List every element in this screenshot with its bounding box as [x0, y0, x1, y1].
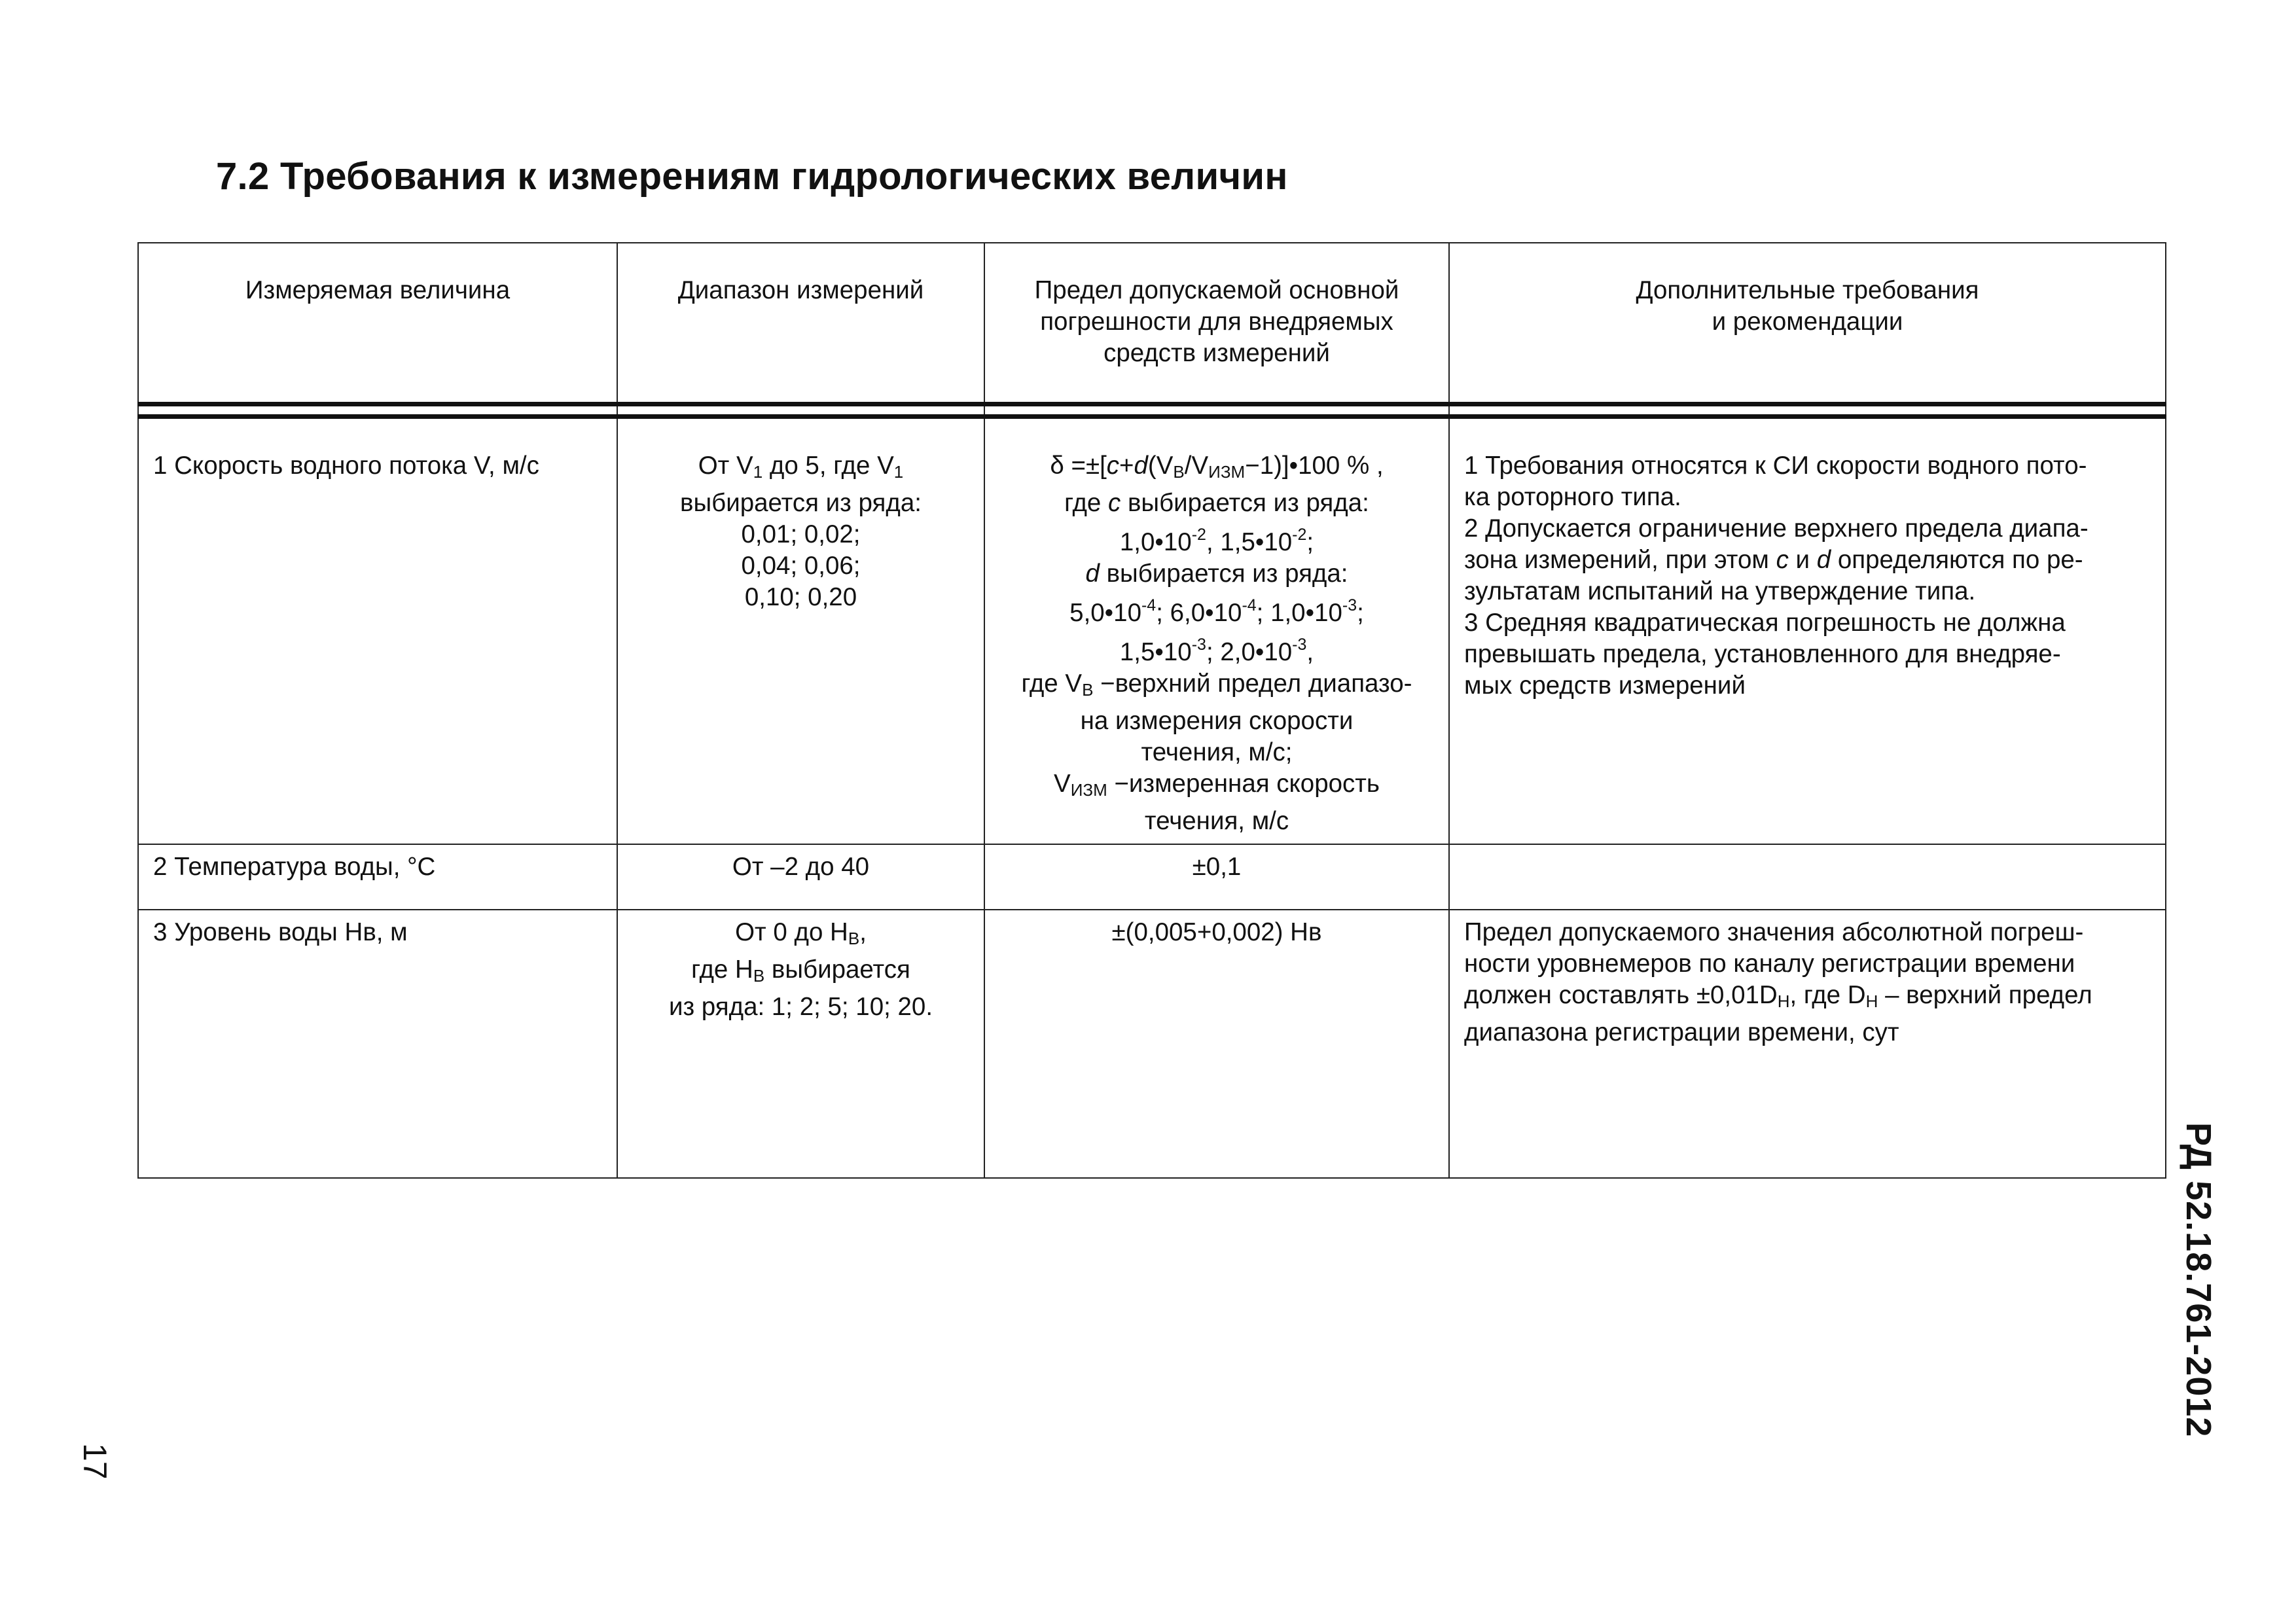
table-row — [138, 910, 2166, 1178]
row3-notes: Предел допускаемого значения абсолютной погреш- ности уровнемеров по каналу регистрации времени должен составлять $\pm 0,01D_Н$, где $D_Н$ – верхний предел диапазона регистрации времени, сут — [1449, 910, 2166, 1178]
row1-error-limit: $\delta =\pm[c+d(V_В/V_{ИЗМ}-1)]•100$ % , где c выбирается из ряда: $1,0•10^{-2}$, $1,5•10^{-2}$; d выбирается из ряда: $5,0•10^{-4}$; $6,0•10^{-4}$; $1,0•10^{-3}$; $1,5•10^{-3}$; $2,0•10^{-3}$, где $V_В$ −верхний предел диапазо- на измерения скорости течения, м/с; $V_{ИЗМ}$ −измеренная скорость течения, м/с — [984, 417, 1449, 845]
velocity-error-formula: $\delta =\pm[c+d(V_В/V_{ИЗМ}-1)]•100$ % , — [1050, 452, 1384, 482]
row2-range: От –2 до 40 — [617, 844, 984, 910]
table-header-row — [138, 243, 2166, 404]
header-measurement-range: Диапазон измерений — [617, 243, 984, 404]
table-row — [138, 417, 2166, 845]
requirements-table — [137, 242, 2166, 1179]
row1-quantity: 1 Скорость водного потока V, м/с — [138, 417, 617, 845]
row2-quantity: 2 Температура воды, °С — [138, 844, 617, 910]
row3-error-limit: ±(0,005+0,002) Нв — [984, 910, 1449, 1178]
header-error-limit: Предел допускаемой основной погрешности для внедряемых средств измерений — [984, 243, 1449, 404]
row2-notes — [1449, 844, 2166, 910]
document-number: РД 52.18.761-2012 — [2179, 1122, 2218, 1438]
header-additional-requirements: Дополнительные требования и рекомендации — [1449, 243, 2166, 404]
row1-notes: 1 Требования относятся к СИ скорости водного пото- ка роторного типа. 2 Допускается ограничение верхнего предела диапа- зона измерений, при этом c и d определяются по ре- зультатам испытаний на утверждение типа. 3 Средняя квадратическая погрешность не должна превышать предела, установленного для внедряе- мых средств измерений — [1449, 417, 2166, 845]
row1-range: От $V_1$ до 5, где $V_1$ выбирается из ряда: 0,01; 0,02; 0,04; 0,06; 0,10; 0,20 — [617, 417, 984, 845]
row3-quantity: 3 Уровень воды Нв, м — [138, 910, 617, 1178]
table-row — [138, 844, 2166, 910]
page-number: 17 — [77, 1443, 113, 1480]
row2-error-limit: ±0,1 — [984, 844, 1449, 910]
header-separator — [138, 404, 2166, 417]
section-title: 7.2 Требования к измерениям гидрологических величин — [216, 155, 1288, 198]
header-measured-quantity: Измеряемая величина — [138, 243, 617, 404]
row3-range: От 0 до $Н_В$, где $Н_В$ выбирается из ряда: 1; 2; 5; 10; 20. — [617, 910, 984, 1178]
